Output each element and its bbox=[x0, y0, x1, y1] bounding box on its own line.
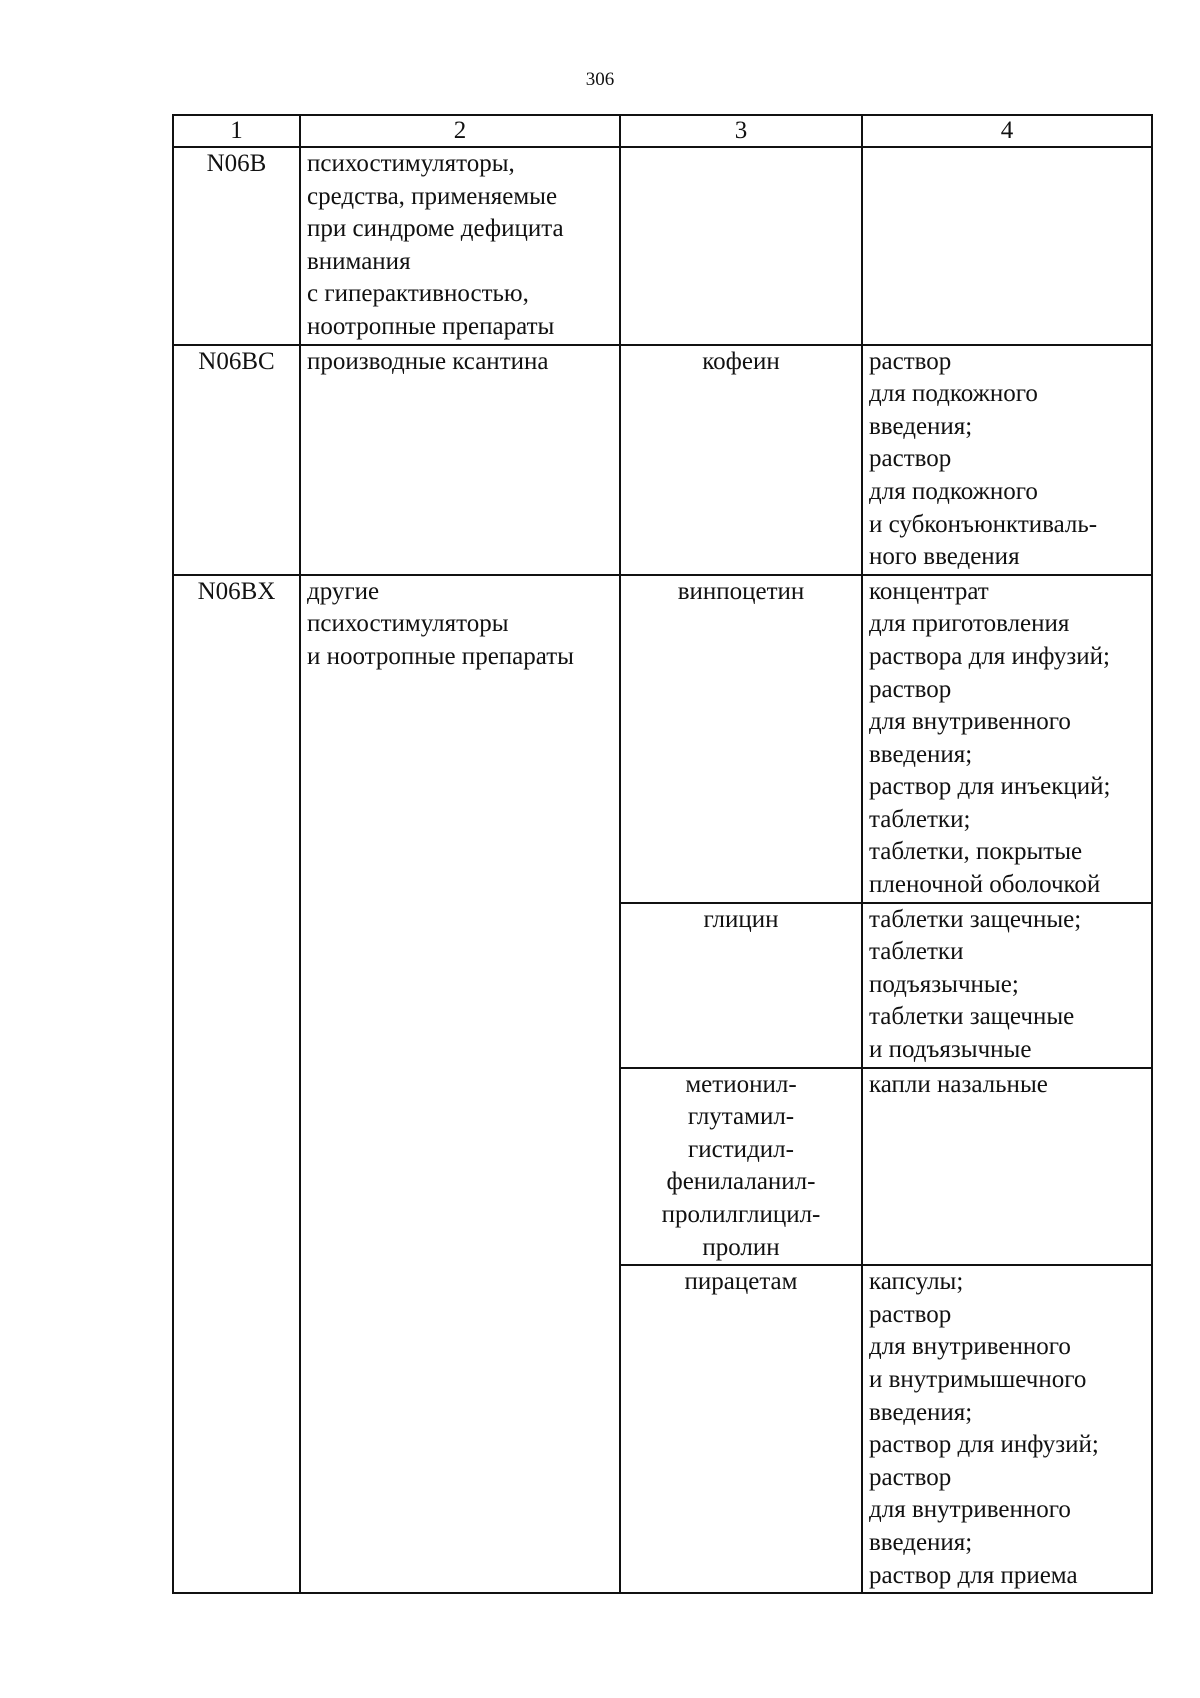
drug-classification-table bbox=[172, 114, 1153, 1594]
substance-cell: кофеин bbox=[620, 345, 862, 575]
substance-cell: метионил- глутамил- гистидил- фенилаланил- пролилглицил- пролин bbox=[620, 1068, 862, 1266]
column-header-2: 2 bbox=[300, 115, 620, 147]
atc-group-name-cell: психостимуляторы, средства, применяемые при синдроме дефицита внимания с гиперактивностью, ноотропные препараты bbox=[300, 147, 620, 345]
atc-code-cell: N06BC bbox=[173, 345, 300, 575]
column-header-3: 3 bbox=[620, 115, 862, 147]
page-number: 306 bbox=[585, 69, 615, 90]
dosage-forms-cell bbox=[862, 147, 1152, 345]
substance-cell: винпоцетин bbox=[620, 575, 862, 903]
dosage-forms-cell: капли назальные bbox=[862, 1068, 1152, 1266]
substance-cell: пирацетам bbox=[620, 1265, 862, 1593]
dosage-forms-cell: концентрат для приготовления раствора для инфузий; раствор для внутривенного введения; раствор для инъекций; таблетки; таблетки, покрытые пленочной оболочкой bbox=[862, 575, 1152, 903]
dosage-forms-cell: капсулы; раствор для внутривенного и внутримышечного введения; раствор для инфузий; раствор для внутривенного введения; раствор для приема bbox=[862, 1265, 1152, 1593]
column-header-1: 1 bbox=[173, 115, 300, 147]
dosage-forms-cell: таблетки защечные; таблетки подъязычные; таблетки защечные и подъязычные bbox=[862, 903, 1152, 1068]
table-header-row bbox=[173, 115, 1152, 147]
column-header-4: 4 bbox=[862, 115, 1152, 147]
table-row bbox=[173, 575, 1152, 903]
atc-code-cell: N06B bbox=[173, 147, 300, 345]
table-row bbox=[173, 147, 1152, 345]
substance-cell bbox=[620, 147, 862, 345]
table-row bbox=[173, 345, 1152, 575]
dosage-forms-cell: раствор для подкожного введения; раствор для подкожного и субконъюнктиваль- ного введения bbox=[862, 345, 1152, 575]
atc-group-name-cell: другие психостимуляторы и ноотропные препараты bbox=[300, 575, 620, 1593]
atc-code-cell: N06BX bbox=[173, 575, 300, 1593]
atc-group-name-cell: производные ксантина bbox=[300, 345, 620, 575]
substance-cell: глицин bbox=[620, 903, 862, 1068]
